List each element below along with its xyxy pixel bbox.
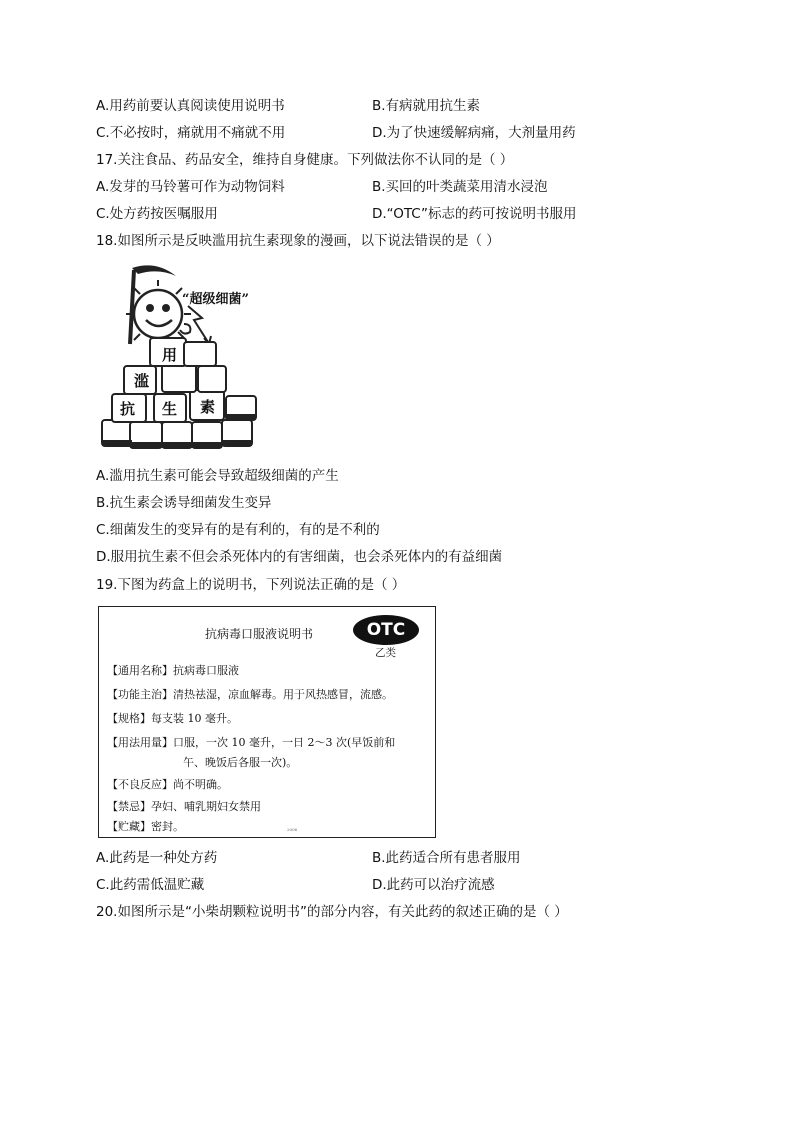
cartoon-caption: “超级细菌” [182,292,249,307]
q16-option-c: C.不必按时，痛就用不痛就不用 [96,125,286,141]
q18-stem: 18.如图所示是反映滥用抗生素现象的漫画，以下说法错误的是（ ） [96,233,500,249]
otc-class-label: 乙类 [375,647,396,659]
leaflet-row: 【规格】每支装 10 毫升。 [107,712,238,725]
cartoon-box-char: 素 [200,398,216,416]
otc-badge: OTC [353,615,419,645]
antibiotic-abuse-cartoon [96,262,276,452]
q17-option-b: B.买回的叶类蔬菜用清水浸泡 [372,179,548,195]
leaflet-row: 【贮藏】密封。 [107,820,184,833]
q16-option-a: A.用药前要认真阅读使用说明书 [96,98,285,114]
q19-stem: 19.下图为药盒上的说明书，下列说法正确的是（ ） [96,577,406,593]
leaflet-row: 【禁忌】孕妇、哺乳期妇女禁用 [107,800,261,813]
q19-option-b: B.此药适合所有患者服用 [372,850,521,866]
cartoon-box-char: 用 [162,346,178,364]
q18-option-c: C.细菌发生的变异有的是有利的，有的是不利的 [96,522,380,538]
leaflet-row: 【不良反应】尚不明确。 [107,778,228,791]
q18-option-a: A.滥用抗生素可能会导致超级细菌的产生 [96,468,339,484]
cartoon-box-char: 抗 [120,400,136,418]
q17-option-c: C.处方药按医嘱服用 [96,206,218,222]
leaflet-row: 午、晚饭后各服一次)。 [183,756,298,769]
q19-option-d: D.此药可以治疗流感 [372,877,495,893]
cartoon-box-char: 滥 [134,372,150,390]
q20-stem: 20.如图所示是“小柴胡颗粒说明书”的部分内容，有关此药的叙述正确的是（ ） [96,904,568,920]
q17-option-a: A.发芽的马铃薯可作为动物饲料 [96,179,285,195]
leaflet-row: 【通用名称】抗病毒口服液 [107,664,239,677]
q19-option-a: A.此药是一种处方药 [96,850,218,866]
q18-option-b: B.抗生素会诱导细菌发生变异 [96,495,272,511]
medicine-leaflet [98,606,436,838]
leaflet-row: 【用法用量】口服，一次 10 毫升，一日 2～3 次(早饭前和 [107,736,396,749]
q18-option-d: D.服用抗生素不但会杀死体内的有害细菌，也会杀死体内的有益细菌 [96,549,503,565]
cartoon-box-char: 生 [162,400,178,418]
q16-option-d: D.为了快速缓解病痛，大剂量用药 [372,125,576,141]
leaflet-watermark: 2006 [287,827,298,832]
q19-option-c: C.此药需低温贮藏 [96,877,205,893]
leaflet-title: 抗病毒口服液说明书 [205,627,314,641]
q17-stem: 17.关注食品、药品安全，维持自身健康。下列做法你不认同的是（ ） [96,152,514,168]
leaflet-row: 【功能主治】清热祛湿，凉血解毒。用于风热感冒，流感。 [107,688,393,701]
q17-option-d: D.“OTC”标志的药可按说明书服用 [372,206,577,222]
q16-option-b: B.有病就用抗生素 [372,98,481,114]
